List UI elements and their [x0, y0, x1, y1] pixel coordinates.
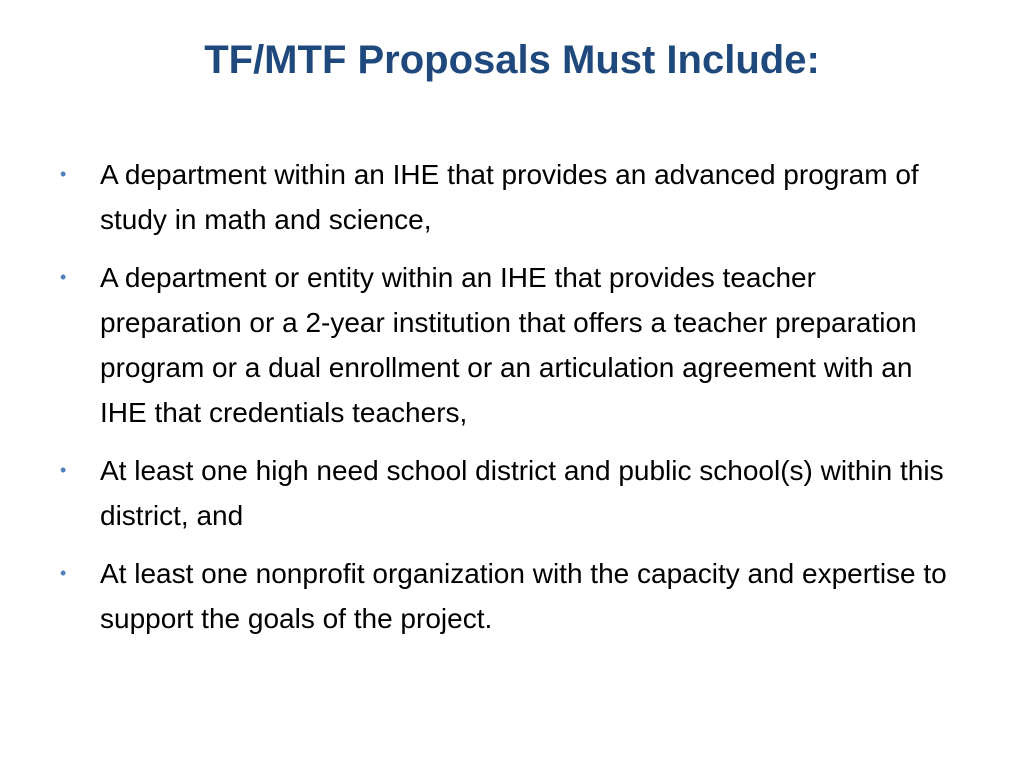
bullet-item-nonprofit	[60, 551, 965, 641]
bullet-item-teacher-preparation	[60, 255, 965, 435]
slide-title: TF/MTF Proposals Must Include:	[204, 38, 820, 82]
bullet-item-school-district	[60, 448, 965, 538]
bullet-list	[60, 152, 965, 654]
bullet-text: A department or entity within an IHE that provides teacher preparation or a 2-year institution that offers a teacher preparation program or a dual enrollment or an articulation agreement with an IHE that credentials teachers,	[100, 262, 917, 428]
bullet-text: A department within an IHE that provides an advanced program of study in math and science,	[100, 159, 919, 235]
bullet-item-ihe-department	[60, 152, 965, 242]
bullet-dot-icon: •	[60, 460, 67, 480]
bullet-dot-icon: •	[60, 563, 67, 583]
bullet-dot-icon: •	[60, 267, 67, 287]
bullet-text: At least one nonprofit organization with the capacity and expertise to support the goals of the project.	[100, 558, 947, 634]
bullet-text: At least one high need school district and public school(s) within this district, and	[100, 455, 944, 531]
bullet-dot-icon: •	[60, 164, 67, 184]
